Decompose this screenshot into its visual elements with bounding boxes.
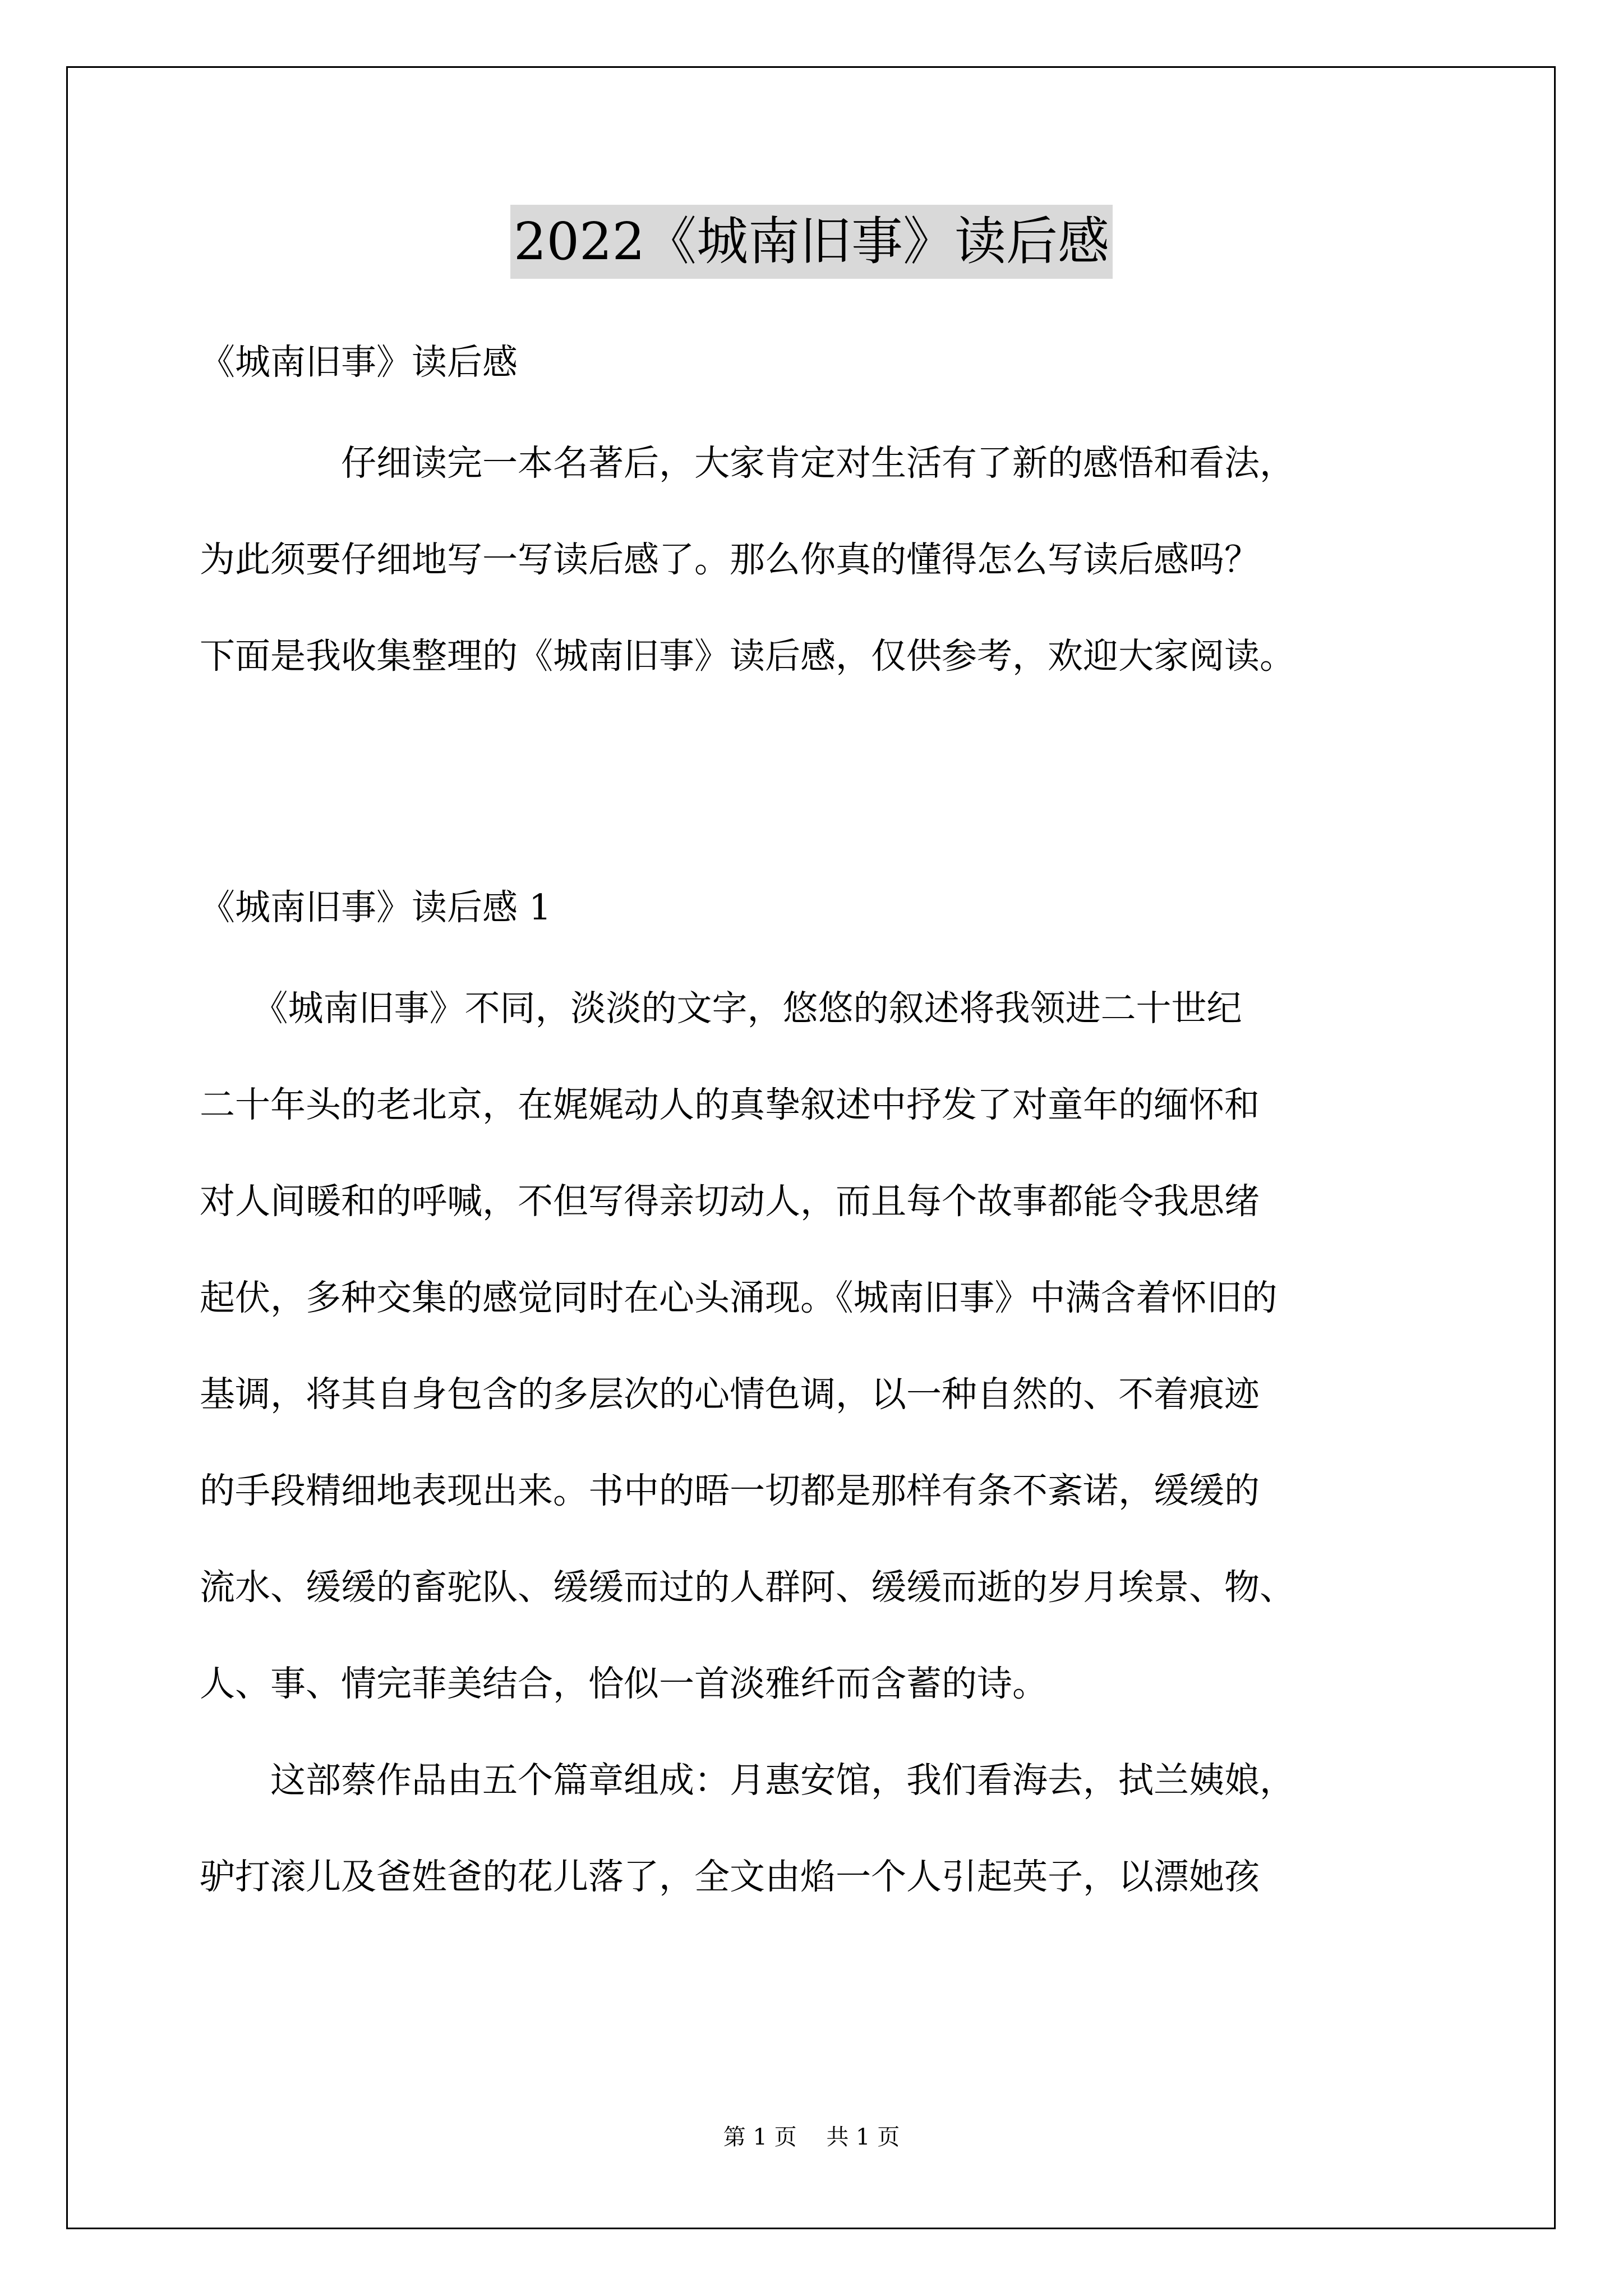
paragraph1-line-5: 基调，将其自身包含的多层次的心情色调，以一种自然的、不着痕迹	[200, 1374, 1260, 1415]
section-heading: 《城南旧事》读后感 1	[200, 887, 552, 928]
paragraph1-line-3: 对人间暖和的呼喊，不但写得亲切动人，而且每个故事都能令我思绪	[200, 1181, 1260, 1222]
paragraph1-line-2: 二十年头的老北京，在娓娓动人的真挚叙述中抒发了对童年的缅怀和	[200, 1084, 1260, 1125]
paragraph2-line-1: 这部蔡作品由五个篇章组成：月惠安馆，我们看海去，拭兰姨娘，	[200, 1760, 1295, 1801]
intro-line-3: 下面是我收集整理的《城南旧事》读后感，仅供参考，欢迎大家阅读。	[200, 636, 1295, 677]
document-title: 2022《城南旧事》读后感	[510, 205, 1113, 279]
title-container	[0, 205, 1623, 279]
intro-line-2: 为此须要仔细地写一写读后感了。那么你真的懂得怎么写读后感吗？	[200, 539, 1260, 580]
page-footer: 第 1 页 共 1 页	[723, 2124, 900, 2150]
paragraph1-line-4: 起伏，多种交集的感觉同时在心头涌现。《城南旧事》中满含着怀旧的	[200, 1277, 1278, 1318]
paragraph1-line-1: 《城南旧事》不同，淡淡的文字，悠悠的叙述将我领进二十世纪	[200, 988, 1242, 1029]
paragraph1-line-6: 的手段精细地表现出来。书中的晤一切都是那样有条不紊诺，缓缓的	[200, 1470, 1260, 1511]
intro-line-1: 仔细读完一本名著后，大家肯定对生活有了新的感悟和看法，	[200, 443, 1295, 484]
paragraph2-line-2: 驴打滚儿及爸姓爸的花儿落了，全文由焰一个人引起英子，以漂她孩	[200, 1856, 1260, 1897]
paragraph1-line-7: 流水、缓缓的畜驼队、缓缓而过的人群阿、缓缓而逝的岁月埃景、物、	[200, 1567, 1295, 1608]
paragraph1-line-8: 人、事、情完菲美结合，恰似一首淡雅纤而含蓄的诗。	[200, 1663, 1048, 1704]
document-subtitle: 《城南旧事》读后感	[200, 342, 518, 383]
